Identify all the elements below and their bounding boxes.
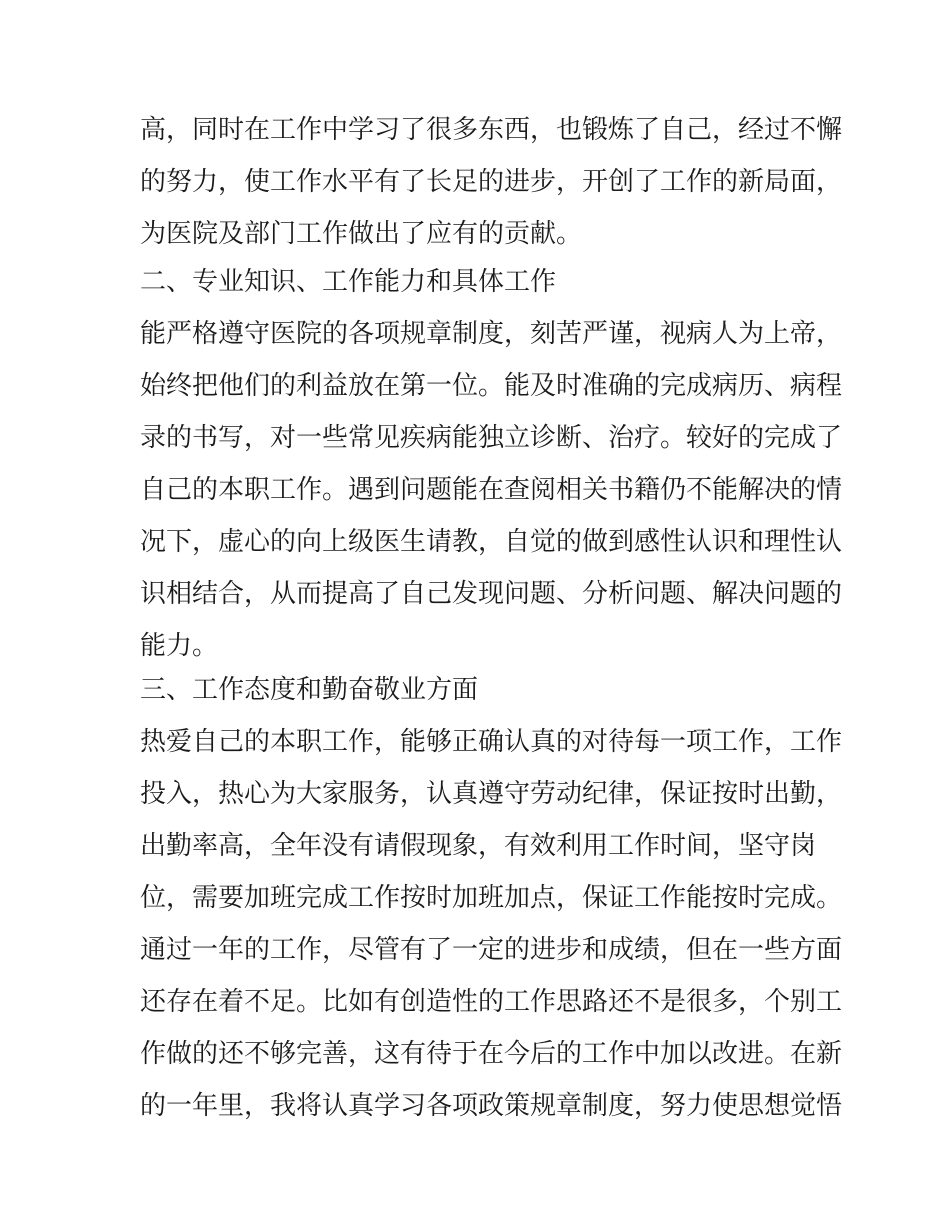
text-line: 出勤率高，全年没有请假现象，有效利用工作时间，坚守岗 bbox=[140, 831, 817, 861]
text-line: 通过一年的工作，尽管有了一定的进步和成绩，但在一些方面 bbox=[140, 935, 843, 965]
text-line: 还存在着不足。比如有创造性的工作思路还不是很多，个别工 bbox=[140, 987, 843, 1017]
text-line: 投入，热心为大家服务，认真遵守劳动纪律，保证按时出勤， bbox=[140, 779, 843, 809]
text-line: 的努力，使工作水平有了长足的进步，开创了工作的新局面， bbox=[140, 167, 843, 197]
text-line: 作做的还不够完善，这有待于在今后的工作中加以改进。在新 bbox=[140, 1039, 843, 1069]
text-line: 能力。 bbox=[140, 631, 219, 661]
text-line: 的一年里，我将认真学习各项政策规章制度，努力使思想觉悟 bbox=[140, 1091, 843, 1121]
text-line: 自己的本职工作。遇到问题能在查阅相关书籍仍不能解决的情 bbox=[140, 475, 843, 505]
section-heading: 三、工作态度和勤奋敬业方面 bbox=[140, 675, 479, 705]
text-line: 录的书写，对一些常见疾病能独立诊断、治疗。较好的完成了 bbox=[140, 423, 843, 453]
text-line: 高，同时在工作中学习了很多东西，也锻炼了自己，经过不懈 bbox=[140, 115, 843, 145]
text-line: 况下，虚心的向上级医生请教，自觉的做到感性认识和理性认 bbox=[140, 527, 843, 557]
section-heading: 二、专业知识、工作能力和具体工作 bbox=[140, 267, 557, 297]
text-line: 热爱自己的本职工作，能够正确认真的对待每一项工作，工作 bbox=[140, 727, 843, 757]
text-line: 识相结合，从而提高了自己发现问题、分析问题、解决问题的 bbox=[140, 579, 843, 609]
text-line: 为医院及部门工作做出了应有的贡献。 bbox=[140, 219, 583, 249]
text-line: 能严格遵守医院的各项规章制度，刻苦严谨，视病人为上帝， bbox=[140, 319, 843, 349]
text-line: 始终把他们的利益放在第一位。能及时准确的完成病历、病程 bbox=[140, 371, 843, 401]
text-line: 位，需要加班完成工作按时加班加点，保证工作能按时完成。 bbox=[140, 883, 843, 913]
